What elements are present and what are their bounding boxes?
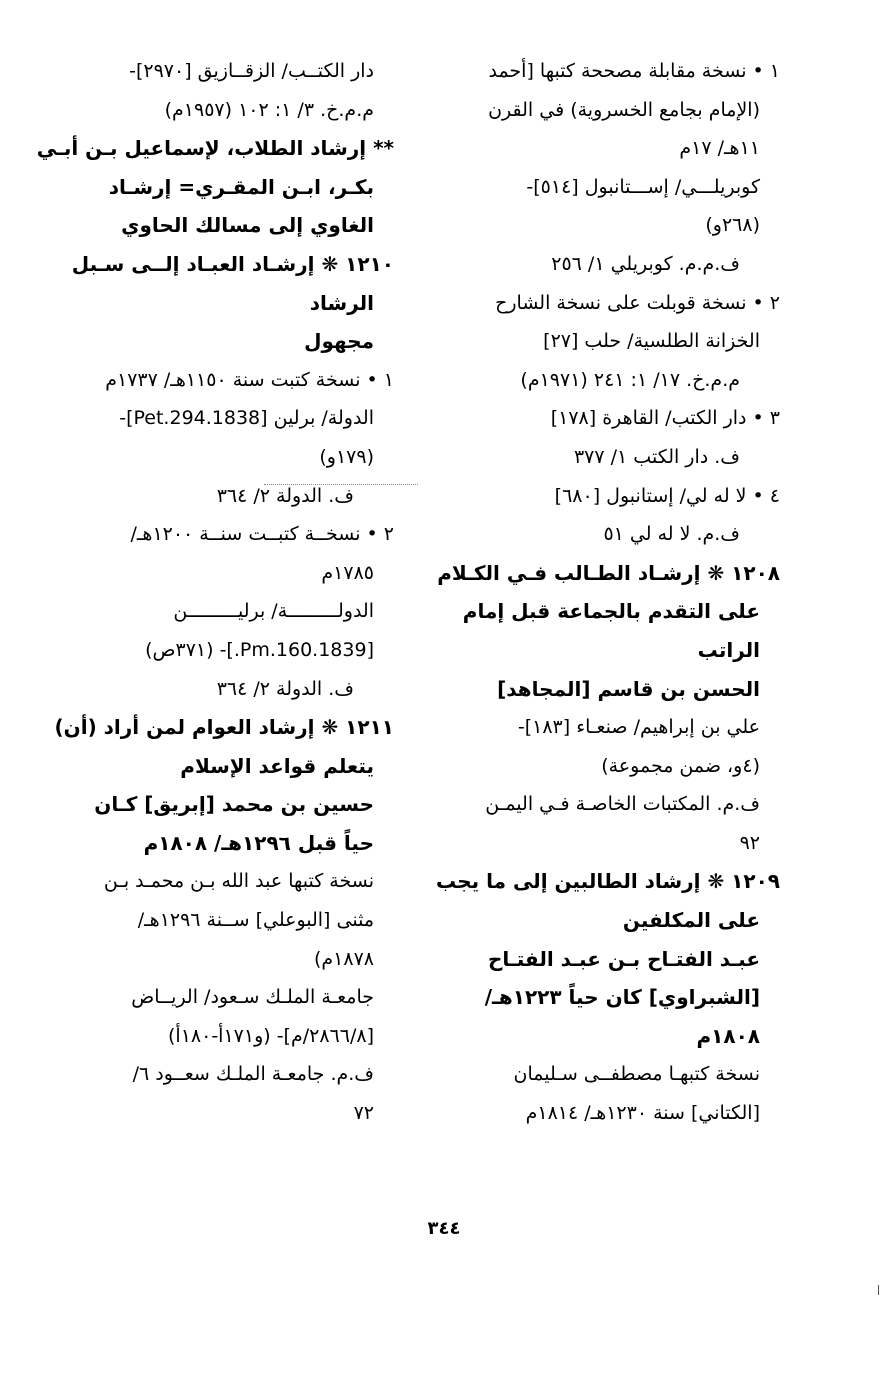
right-column-line: [الشبراوي] كان حياً ١٢٢٣هـ/ <box>484 985 760 1010</box>
edge-mark <box>878 1285 879 1295</box>
left-column-line: حياً قبل ١٢٩٦هـ/ ١٨٠٨م <box>143 830 374 855</box>
right-column-line: ٩٢ <box>739 831 760 854</box>
left-column-line: ٢ • نسخــة كتبــت سنــة ١٢٠٠هـ/ <box>130 523 394 546</box>
left-column-line: نسخة كتبها عبد الله بـن محمـد بـن <box>103 870 374 893</box>
left-column-line: الرشاد <box>309 290 374 315</box>
right-column-line: ١٨٠٨م <box>696 1023 760 1048</box>
left-column-line: الدولة/ برلين [1838.Pet.294]- <box>119 407 374 430</box>
right-column-line: علي بن إبراهيم/ صنعـاء [١٨٣]- <box>517 716 760 739</box>
page-number: ٣٤٤ <box>427 1218 461 1239</box>
left-column-line: م.م.خ. ٣/ ١: ١٠٢ (١٩٥٧م) <box>164 98 374 121</box>
right-column-line: ١١هـ/ ١٧م <box>679 137 760 160</box>
left-column-line: يتعلم قواعد الإسلام <box>180 753 374 778</box>
right-column-line: (الإمام بجامع الخسروية) في القرن <box>488 98 760 121</box>
left-column <box>36 52 394 1133</box>
left-column-line: ١ • نسخة كتبت سنة ١١٥٠هـ/ ١٧٣٧م <box>105 368 394 391</box>
left-column-line: ف. الدولة ٢/ ٣٦٤ <box>216 677 354 700</box>
left-column-line: ١٧٨٥م <box>321 561 374 584</box>
right-column-line: الخزانة الطلسية/ حلب [٢٧] <box>543 330 760 353</box>
left-column-line: حسين بن محمد [إبريق] كـان <box>94 792 374 817</box>
left-column-line: مثنى [البوعلي] ســنة ١٢٩٦هـ/ <box>137 909 374 932</box>
right-column-line: م.م.خ. ١٧/ ١: ٢٤١ (١٩٧١م) <box>520 368 740 391</box>
right-column-line: الراتب <box>697 637 760 662</box>
left-column-line: جامعـة الملـك سـعود/ الريــاض <box>131 986 374 1009</box>
right-column-line: ٢ • نسخة قوبلت على نسخة الشارح <box>495 291 780 314</box>
left-column-line: ف. الدولة ٢/ ٣٦٤ <box>216 484 354 507</box>
right-column-line: نسخة كتبهـا مصطفــى سـليمان <box>513 1063 760 1086</box>
left-column-line: ف.م. جامعـة الملـك سعــود ٦/ <box>132 1063 374 1086</box>
right-column-line: ١٢٠٩ ❋ إرشاد الطالبين إلى ما يجب <box>436 869 780 894</box>
right-column-line: ف.م. المكتبات الخاصـة فـي اليمـن <box>485 793 760 816</box>
right-column-line: كوبريلـــي/ إســـتانبول [٥١٤]- <box>526 175 760 198</box>
left-column-line: ** إرشاد الطلاب، لإسماعيل بـن أبـي <box>36 136 394 161</box>
right-column <box>436 52 780 1133</box>
right-column-line: الحسن بن قاسم [المجاهد] <box>497 676 760 701</box>
right-column-line: عبـد الفتـاح بـن عبـد الفتـاح <box>488 946 760 971</box>
right-column-line: (٤و، ضمن مجموعة) <box>601 754 760 777</box>
right-column-line: ١٢٠٨ ❋ إرشـاد الطـالب فـي الكـلام <box>437 560 780 585</box>
left-column-line: ١٢١١ ❋ إرشاد العوام لمن أراد (أن) <box>54 715 394 740</box>
left-column-line: (١٧٩و) <box>319 445 374 468</box>
right-column-line: ٤ • لا له لي/ إستانبول [٦٨٠] <box>554 484 780 507</box>
left-column-line: ٧٢ <box>353 1102 374 1125</box>
right-column-line: ف.م. لا له لي ٥١ <box>603 523 740 546</box>
left-column-line: بكـر، ابـن المقـري= إرشـاد <box>108 174 374 199</box>
right-column-line: على التقدم بالجماعة قبل إمام <box>462 599 760 624</box>
right-column-line: (٢٦٨و) <box>705 214 760 237</box>
right-column-line: ١ • نسخة مقابلة مصححة كتبها [أحمد <box>488 60 780 82</box>
left-column-line: [٢٨٦٦/٨/م]- (و١٧١أ-١٨٠أ) <box>167 1024 374 1047</box>
left-column-line: مجهول <box>304 329 374 354</box>
left-column-line: ١٨٧٨م) <box>313 947 374 970</box>
dotted-separator <box>264 484 418 485</box>
left-column-line: الدولـــــــــة/ برليـــــــــن <box>173 600 374 623</box>
right-column-line: ف.م.م. كوبريلي ١/ ٢٥٦ <box>551 252 740 275</box>
left-column-line: الغاوي إلى مسالك الحاوي <box>121 213 374 238</box>
left-column-line: دار الكتــب/ الزقــازيق [٢٩٧٠]- <box>129 60 374 82</box>
right-column-line: ٣ • دار الكتب/ القاهرة [١٧٨] <box>550 407 780 430</box>
left-column-line: ١٢١٠ ❋ إرشـاد العبـاد إلــى سـبل <box>71 251 394 276</box>
right-column-line: [الكتاني] سنة ١٢٣٠هـ/ ١٨١٤م <box>525 1102 760 1125</box>
right-column-line: على المكلفين <box>622 908 760 933</box>
right-column-line: ف. دار الكتب ١/ ٣٧٧ <box>573 445 740 468</box>
left-column-line: [1839.Pm.160.]- (٣٧١ص) <box>145 638 374 661</box>
